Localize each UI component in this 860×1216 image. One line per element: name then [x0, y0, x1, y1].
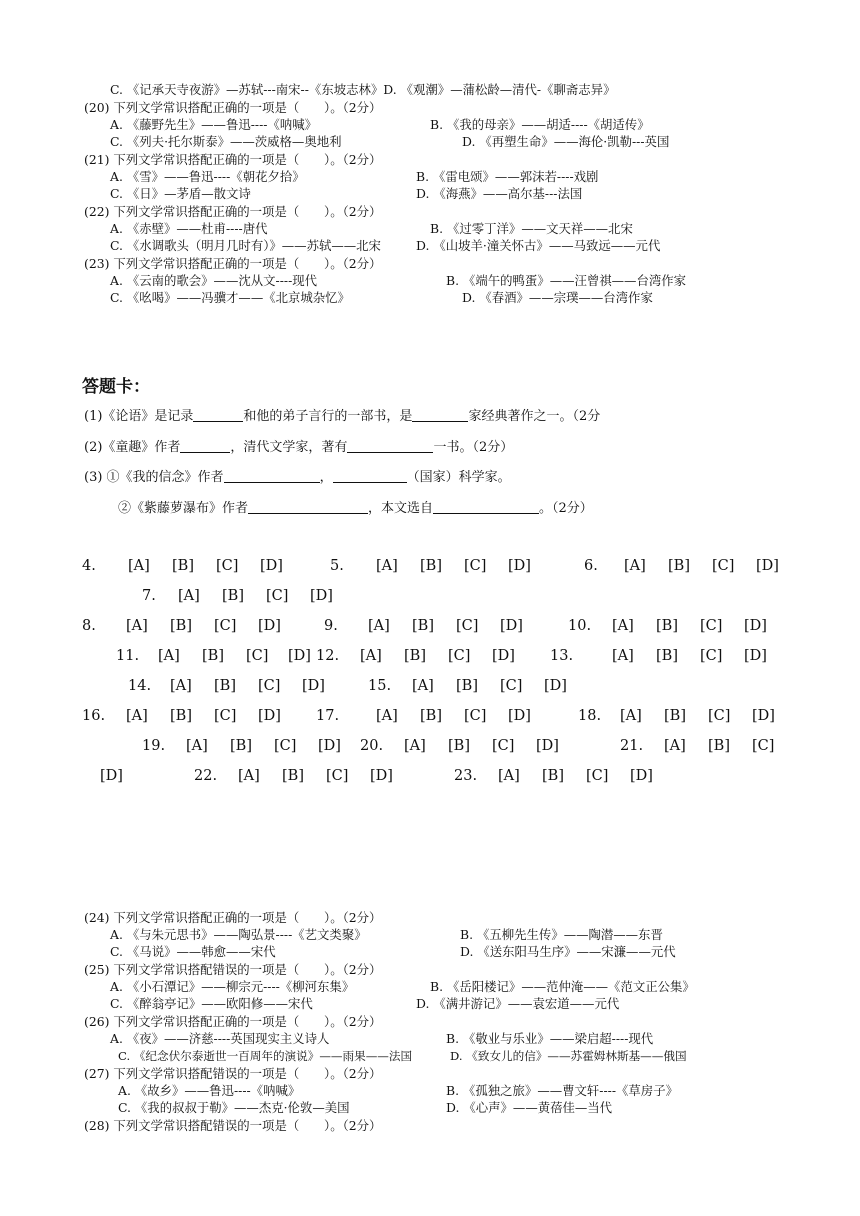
q26-option-b: B. 《敬业与乐业》——梁启超----现代 — [446, 1031, 654, 1046]
q2-text-b: ，清代文学家，著有 — [230, 440, 348, 455]
choice-number: 21. — [620, 738, 644, 754]
q1-text-a: (1)《论语》是记录 — [84, 409, 194, 424]
choice-10-c[interactable]: [C] — [700, 618, 723, 634]
choice-number: 23. — [454, 768, 478, 784]
q26-option-d: D. 《致女儿的信》——苏霍姆林斯基——俄国 — [450, 1049, 687, 1063]
q24-option-c: C. 《马说》——韩愈——宋代 — [110, 944, 276, 959]
choice-7-a[interactable]: [A] — [178, 588, 200, 604]
q27-option-c: C. 《我的叔叔于勒》——杰克·伦敦—美国 — [118, 1100, 350, 1115]
choice-number: 9. — [324, 618, 338, 634]
choice-number: 12. — [316, 648, 340, 664]
choice-21-d[interactable]: [D] — [100, 768, 123, 784]
q27-option-d: D. 《心声》——黄蓓佳—当代 — [446, 1100, 613, 1115]
choice-number: 22. — [194, 768, 218, 784]
q23-option-d: D. 《春酒》——宗璞——台湾作家 — [462, 290, 653, 305]
choice-13-c[interactable]: [C] — [700, 648, 723, 664]
choice-14-d[interactable]: [D] — [302, 678, 325, 694]
choice-15-c[interactable]: [C] — [500, 678, 523, 694]
fill-question-3-part-1 — [84, 466, 511, 485]
choice-11-d[interactable]: [D] — [288, 648, 311, 664]
choice-10-b[interactable]: [B] — [656, 618, 678, 634]
fill-question-1 — [84, 405, 600, 424]
choice-18-a[interactable]: [A] — [620, 708, 642, 724]
choice-14-a[interactable]: [A] — [170, 678, 192, 694]
q27-option-b: B. 《孤独之旅》——曹文轩----《草房子》 — [446, 1083, 678, 1098]
choice-number: 11. — [116, 648, 140, 664]
q3-text-f: 。（2分） — [539, 501, 593, 516]
choice-18-d[interactable]: [D] — [752, 708, 775, 724]
q27-option-a: A. 《故乡》——鲁迅----《呐喊》 — [118, 1083, 301, 1098]
choice-11-b[interactable]: [B] — [202, 648, 224, 664]
choice-9-c[interactable]: [C] — [456, 618, 479, 634]
choice-17-c[interactable]: [C] — [464, 708, 487, 724]
choice-15-d[interactable]: [D] — [544, 678, 567, 694]
q21-option-b: B. 《雷电颂》——郭沫若----戏剧 — [416, 169, 599, 184]
choice-11-a[interactable]: [A] — [158, 648, 180, 664]
choice-8-b[interactable]: [B] — [170, 618, 192, 634]
choice-6-c[interactable]: [C] — [712, 558, 735, 574]
choice-13-d[interactable]: [D] — [744, 648, 767, 664]
q20-stem: (20) 下列文学常识搭配正确的一项是（ ）。（2分） — [84, 100, 382, 115]
choice-number: 14. — [128, 678, 152, 694]
choice-number: 20. — [360, 738, 384, 754]
q21-option-a: A. 《雪》——鲁迅----《朝花夕拾》 — [110, 169, 305, 184]
q25-option-a: A. 《小石潭记》——柳宗元----《柳河东集》 — [110, 979, 355, 994]
q20-option-d: D. 《再塑生命》——海伦·凯勒---英国 — [462, 134, 670, 149]
choice-19-d[interactable]: [D] — [318, 738, 341, 754]
choice-number: 6. — [584, 558, 598, 574]
choice-13-b[interactable]: [B] — [656, 648, 678, 664]
choice-7-c[interactable]: [C] — [266, 588, 289, 604]
q3-blank-4[interactable] — [433, 499, 539, 514]
q3-text-a: (3) ①《我的信念》作者 — [84, 470, 224, 485]
choice-14-c[interactable]: [C] — [258, 678, 281, 694]
choice-number: 17. — [316, 708, 340, 724]
q25-stem: (25) 下列文学常识搭配错误的一项是（ ）。（2分） — [84, 962, 382, 977]
q21-stem: (21) 下列文学常识搭配正确的一项是（ ）。（2分） — [84, 152, 382, 167]
choice-9-d[interactable]: [D] — [500, 618, 523, 634]
q22-option-c: C. 《水调歌头（明月几时有）》——苏轼——北宋 — [110, 238, 381, 253]
choice-19-b[interactable]: [B] — [230, 738, 252, 754]
q25-option-c: C. 《醉翁亭记》——欧阳修——宋代 — [110, 996, 313, 1011]
choice-number: 16. — [82, 708, 106, 724]
q22-stem: (22) 下列文学常识搭配正确的一项是（ ）。（2分） — [84, 204, 382, 219]
choice-4-b[interactable]: [B] — [172, 558, 194, 574]
q2-blank-1[interactable] — [180, 438, 230, 453]
choice-10-d[interactable]: [D] — [744, 618, 767, 634]
choice-9-b[interactable]: [B] — [412, 618, 434, 634]
q3-text-d: ②《紫藤萝瀑布》作者 — [118, 501, 249, 516]
q19-options-cd: C. 《记承天寺夜游》—苏轼---南宋--《东坡志林》D. 《观潮》—蒲松龄—清代-《聊斋志异》 — [110, 82, 616, 97]
choice-4-c[interactable]: [C] — [216, 558, 239, 574]
choice-23-b[interactable]: [B] — [542, 768, 564, 784]
q3-blank-3[interactable] — [248, 499, 368, 514]
choice-19-c[interactable]: [C] — [274, 738, 297, 754]
q24-option-a: A. 《与朱元思书》——陶弘景----《艺文类聚》 — [110, 927, 367, 942]
q3-blank-1[interactable] — [224, 468, 320, 483]
choice-22-c[interactable]: [C] — [326, 768, 349, 784]
choice-4-d[interactable]: [D] — [260, 558, 283, 574]
choice-number: 8. — [82, 618, 96, 634]
choice-13-a[interactable]: [A] — [612, 648, 634, 664]
q20-option-a: A. 《藤野先生》——鲁迅----《呐喊》 — [110, 117, 318, 132]
choice-7-d[interactable]: [D] — [310, 588, 333, 604]
choice-16-d[interactable]: [D] — [258, 708, 281, 724]
choice-20-b[interactable]: [B] — [448, 738, 470, 754]
choice-18-b[interactable]: [B] — [664, 708, 686, 724]
choice-21-b[interactable]: [B] — [708, 738, 730, 754]
q24-option-b: B. 《五柳先生传》——陶潜——东晋 — [460, 927, 663, 942]
choice-number: 18. — [578, 708, 602, 724]
q24-stem: (24) 下列文学常识搭配正确的一项是（ ）。（2分） — [84, 910, 382, 925]
choice-18-c[interactable]: [C] — [708, 708, 731, 724]
q22-option-d: D. 《山坡羊·潼关怀古》——马致远——元代 — [416, 238, 661, 253]
choice-21-c[interactable]: [C] — [752, 738, 775, 754]
q1-text-b: 和他的弟子言行的一部书，是 — [243, 409, 413, 424]
choice-22-a[interactable]: [A] — [238, 768, 260, 784]
choice-16-c[interactable]: [C] — [214, 708, 237, 724]
choice-15-b[interactable]: [B] — [456, 678, 478, 694]
choice-17-b[interactable]: [B] — [420, 708, 442, 724]
q2-text-a: (2)《童趣》作者 — [84, 440, 181, 455]
choice-23-d[interactable]: [D] — [630, 768, 653, 784]
choice-number: 4. — [82, 558, 96, 574]
choice-12-d[interactable]: [D] — [492, 648, 515, 664]
choice-8-c[interactable]: [C] — [214, 618, 237, 634]
fill-question-3-part-2 — [118, 497, 593, 516]
q26-option-c: C. 《纪念伏尔泰逝世一百周年的演说》——雨果——法国 — [118, 1049, 413, 1063]
choice-10-a[interactable]: [A] — [612, 618, 634, 634]
choice-6-d[interactable]: [D] — [756, 558, 779, 574]
q26-stem: (26) 下列文学常识搭配正确的一项是（ ）。（2分） — [84, 1014, 382, 1029]
choice-19-a[interactable]: [A] — [186, 738, 208, 754]
choice-number: 15. — [368, 678, 392, 694]
q20-option-c: C. 《列夫·托尔斯泰》——茨威格—奥地利 — [110, 134, 342, 149]
q1-text-c: 家经典著作之一。（2分 — [468, 409, 601, 424]
q3-text-e: ，本文选自 — [368, 501, 434, 516]
q25-option-b: B. 《岳阳楼记》——范仲淹——《范文正公集》 — [430, 979, 695, 994]
choice-16-b[interactable]: [B] — [170, 708, 192, 724]
q2-text-c: 一书。（2分） — [433, 440, 514, 455]
choice-6-b[interactable]: [B] — [668, 558, 690, 574]
choice-20-d[interactable]: [D] — [536, 738, 559, 754]
choice-number: 10. — [568, 618, 592, 634]
q1-blank-2[interactable] — [412, 407, 468, 422]
choice-15-a[interactable]: [A] — [412, 678, 434, 694]
choice-21-a[interactable]: [A] — [664, 738, 686, 754]
choice-12-b[interactable]: [B] — [404, 648, 426, 664]
choice-5-c[interactable]: [C] — [464, 558, 487, 574]
choice-number: 13. — [550, 648, 574, 664]
q23-option-a: A. 《云南的歌会》——沈从文----现代 — [110, 273, 318, 288]
q3-blank-2[interactable] — [333, 468, 407, 483]
q26-option-a: A. 《夜》——济慈----英国现实主义诗人 — [110, 1031, 330, 1046]
q1-blank-1[interactable] — [193, 407, 243, 422]
choice-22-b[interactable]: [B] — [282, 768, 304, 784]
q20-option-b: B. 《我的母亲》——胡适----《胡适传》 — [430, 117, 650, 132]
answer-card-title: 答题卡： — [82, 377, 150, 397]
q21-option-d: D. 《海燕》——高尔基---法国 — [416, 186, 583, 201]
choice-4-a[interactable]: [A] — [128, 558, 150, 574]
choice-8-d[interactable]: [D] — [258, 618, 281, 634]
q25-option-d: D. 《满井游记》——袁宏道——元代 — [416, 996, 620, 1011]
choice-5-b[interactable]: [B] — [420, 558, 442, 574]
q2-blank-2[interactable] — [347, 438, 433, 453]
choice-number: 7. — [142, 588, 156, 604]
choice-22-d[interactable]: [D] — [370, 768, 393, 784]
q3-text-c: （国家）科学家。 — [406, 470, 511, 485]
choice-20-c[interactable]: [C] — [492, 738, 515, 754]
choice-17-a[interactable]: [A] — [376, 708, 398, 724]
q21-option-c: C. 《日》—茅盾—散文诗 — [110, 186, 251, 201]
choice-14-b[interactable]: [B] — [214, 678, 236, 694]
q24-option-d: D. 《送东阳马生序》——宋濂——元代 — [460, 944, 676, 959]
choice-7-b[interactable]: [B] — [222, 588, 244, 604]
choice-6-a[interactable]: [A] — [624, 558, 646, 574]
choice-9-a[interactable]: [A] — [368, 618, 390, 634]
q22-option-a: A. 《赤壁》——杜甫----唐代 — [110, 221, 268, 236]
q23-option-b: B. 《端午的鸭蛋》——汪曾祺——台湾作家 — [446, 273, 687, 288]
choice-number: 5. — [330, 558, 344, 574]
choice-8-a[interactable]: [A] — [126, 618, 148, 634]
choice-17-d[interactable]: [D] — [508, 708, 531, 724]
fill-question-2 — [84, 436, 513, 455]
q3-text-b: ， — [319, 470, 333, 485]
choice-5-d[interactable]: [D] — [508, 558, 531, 574]
choice-12-c[interactable]: [C] — [448, 648, 471, 664]
q27-stem: (27) 下列文学常识搭配错误的一项是（ ）。（2分） — [84, 1066, 382, 1081]
q23-stem: (23) 下列文学常识搭配正确的一项是（ ）。（2分） — [84, 256, 382, 271]
choice-23-c[interactable]: [C] — [586, 768, 609, 784]
choice-16-a[interactable]: [A] — [126, 708, 148, 724]
q23-option-c: C. 《吆喝》——冯骥才——《北京城杂忆》 — [110, 290, 350, 305]
choice-11-c[interactable]: [C] — [246, 648, 269, 664]
q22-option-b: B. 《过零丁洋》——文天祥——北宋 — [430, 221, 633, 236]
choice-5-a[interactable]: [A] — [376, 558, 398, 574]
choice-20-a[interactable]: [A] — [404, 738, 426, 754]
q28-stem: (28) 下列文学常识搭配错误的一项是（ ）。（2分） — [84, 1118, 382, 1133]
choice-23-a[interactable]: [A] — [498, 768, 520, 784]
choice-number: 19. — [142, 738, 166, 754]
choice-12-a[interactable]: [A] — [360, 648, 382, 664]
